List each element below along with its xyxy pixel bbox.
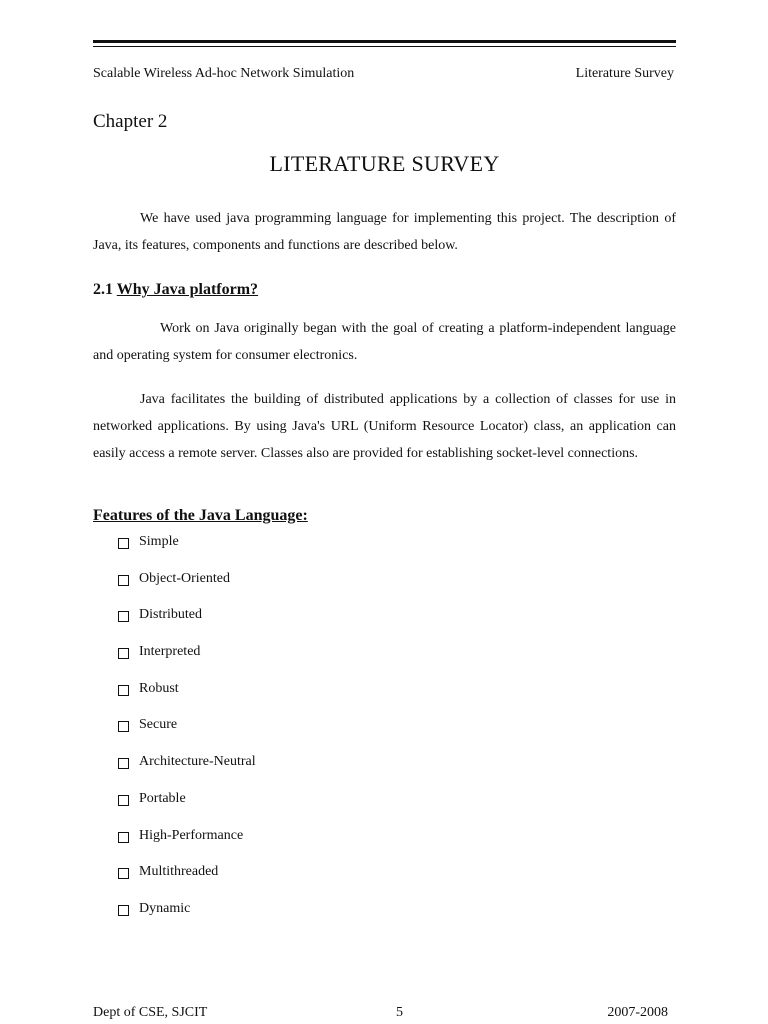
feature-label: Multithreaded	[139, 864, 219, 880]
features-heading: Features of the Java Language:	[93, 507, 308, 524]
checkbox-bullet-icon	[118, 905, 129, 916]
list-item	[118, 864, 256, 901]
section-number: 2.1	[93, 281, 117, 298]
chapter-title: LITERATURE SURVEY	[269, 151, 500, 176]
feature-label: Dynamic	[139, 900, 191, 916]
section-paragraph-2: Java facilitates the building of distributed applications by a collection of classes for use in networked applications. By using Java's URL (Uniform Resource Locator) class, an application can easily access a remote server. Classes also are provided for establishing socket-level connections.	[93, 392, 676, 461]
checkbox-bullet-icon	[118, 648, 129, 659]
feature-label: Portable	[139, 790, 186, 806]
feature-label: Secure	[139, 717, 178, 733]
checkbox-bullet-icon	[118, 611, 129, 622]
header-rule-thick	[93, 40, 676, 43]
list-item	[118, 644, 256, 681]
checkbox-bullet-icon	[118, 685, 129, 696]
feature-label: Distributed	[139, 607, 202, 623]
feature-label: Robust	[139, 680, 179, 696]
checkbox-bullet-icon	[118, 832, 129, 843]
chapter-label: Chapter 2	[93, 111, 168, 132]
header-rule-thin	[93, 46, 676, 47]
footer-department: Dept of CSE, SJCIT	[93, 1005, 208, 1020]
running-header-section: Literature Survey	[575, 66, 674, 81]
feature-label: High-Performance	[139, 827, 244, 843]
checkbox-bullet-icon	[118, 575, 129, 586]
section-heading-2-1	[93, 281, 258, 299]
list-item	[118, 717, 256, 754]
checkbox-bullet-icon	[118, 868, 129, 879]
feature-label: Interpreted	[139, 644, 201, 660]
list-item	[118, 828, 256, 865]
features-list	[118, 534, 256, 938]
list-item	[118, 791, 256, 828]
intro-paragraph: We have used java programming language for implementing this project. The description of Java, its features, components and functions are described below.	[93, 211, 676, 253]
checkbox-bullet-icon	[118, 795, 129, 806]
feature-label: Simple	[139, 534, 179, 549]
feature-label: Architecture-Neutral	[139, 754, 256, 770]
list-item	[118, 571, 256, 608]
checkbox-bullet-icon	[118, 721, 129, 732]
footer-year: 2007-2008	[607, 1005, 668, 1020]
footer-page-number: 5	[396, 1005, 403, 1020]
list-item	[118, 681, 256, 718]
checkbox-bullet-icon	[118, 758, 129, 769]
list-item	[118, 901, 256, 938]
running-header-title: Scalable Wireless Ad-hoc Network Simulation	[93, 66, 355, 81]
section-paragraph-1: Work on Java originally began with the goal of creating a platform-independent language and operating system for consumer electronics.	[93, 321, 676, 363]
list-item	[118, 754, 256, 791]
checkbox-bullet-icon	[118, 538, 129, 549]
feature-label: Object-Oriented	[139, 570, 230, 586]
section-title: Why Java platform?	[116, 281, 259, 298]
list-item	[118, 607, 256, 644]
list-item	[118, 534, 256, 571]
